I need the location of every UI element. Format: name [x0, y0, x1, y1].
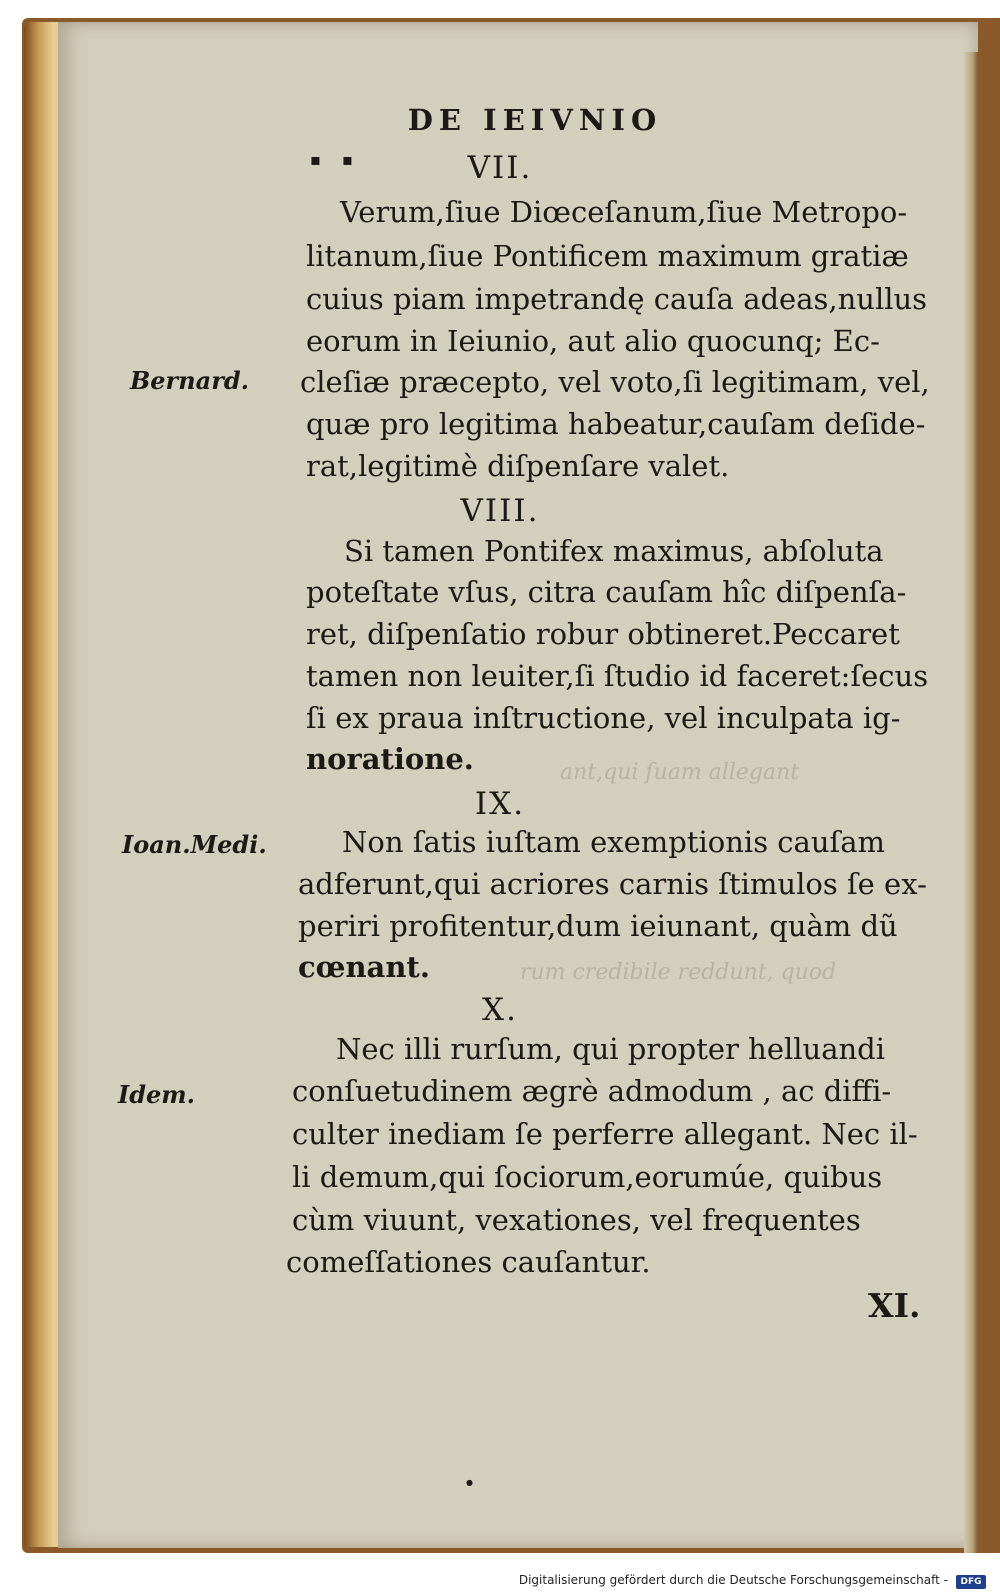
text-line: Si tamen Pontifex maximus, abſoluta [344, 534, 884, 568]
text-line: conſuetudinem ægrè admodum , ac diffi- [292, 1074, 892, 1108]
text-line: Verum,ſiue Diœceſanum,ſiue Metropo- [340, 195, 908, 229]
margin-note-ioan-medi: Ioan.Medi. [122, 830, 267, 859]
running-head: DE IEIVNIO [407, 103, 663, 137]
text-line: poteſtate vſus, citra cauſam hîc diſpenſa- [306, 575, 907, 609]
text-line: Nec illi rurſum, qui propter helluandi [336, 1032, 886, 1066]
text-line: litanum,ſiue Pontificem maximum gratiæ [306, 239, 909, 273]
text-line: cleſiæ præcepto, vel voto,ſi legitimam, vel, [300, 365, 930, 399]
section-numeral-x: X. [482, 992, 518, 1028]
margin-note-bernard: Bernard. [130, 366, 249, 395]
text-line: ſi ex praua inſtructione, vel inculpata ig- [306, 701, 901, 735]
dfg-logo-icon: DFG [956, 1575, 986, 1589]
text-line: quæ pro legitima habeatur,cauſam deſide- [306, 407, 926, 441]
text-line: periri profitentur,dum ieiunant, quàm dũ [298, 909, 898, 943]
footer-credit: Digitalisierung gefördert durch die Deutsche Forschungsgemeinschaft - [518, 1573, 948, 1587]
text-line: li demum,qui ſociorum,eorumúe, quibus [292, 1160, 883, 1194]
text-line: comeſſationes cauſantur. [286, 1245, 651, 1279]
ink-speck: ▪ [342, 150, 353, 169]
text-line: ret, diſpenſatio robur obtineret.Peccaret [306, 617, 900, 651]
show-through-text: ant,qui ſuam allegant [560, 760, 800, 785]
text-line: tamen non leuiter,ſi ſtudio id faceret:ſecus [306, 659, 929, 693]
section-numeral-vii: VII. [467, 150, 533, 186]
section-numeral-viii: VIII. [460, 493, 540, 529]
text-line: cùm viuunt, vexationes, vel frequentes [292, 1203, 861, 1237]
show-through-text: rum credibile reddunt, quod [520, 960, 837, 985]
text-line: rat,legitimè diſpenſare valet. [306, 449, 730, 483]
ink-speck: ● [466, 1478, 473, 1487]
text-line: cuius piam impetrandę cauſa adeas,nullus [306, 282, 928, 316]
text-line: noratione. [306, 742, 474, 776]
text-line: eorum in Ieiunio, aut alio quocunq; Ec- [306, 324, 880, 358]
section-numeral-ix: IX. [474, 786, 526, 822]
catchword: XI. [868, 1286, 921, 1325]
text-line: Non ſatis iuſtam exemptionis cauſam [342, 825, 886, 859]
text-line: cœnant. [298, 950, 430, 984]
ink-speck: ▪ [310, 150, 321, 169]
text-line: culter inediam ſe perferre allegant. Nec il- [292, 1117, 918, 1151]
margin-note-idem: Idem. [118, 1080, 196, 1109]
text-line: adferunt,qui acriores carnis ſtimulos ſe ex- [298, 867, 927, 901]
